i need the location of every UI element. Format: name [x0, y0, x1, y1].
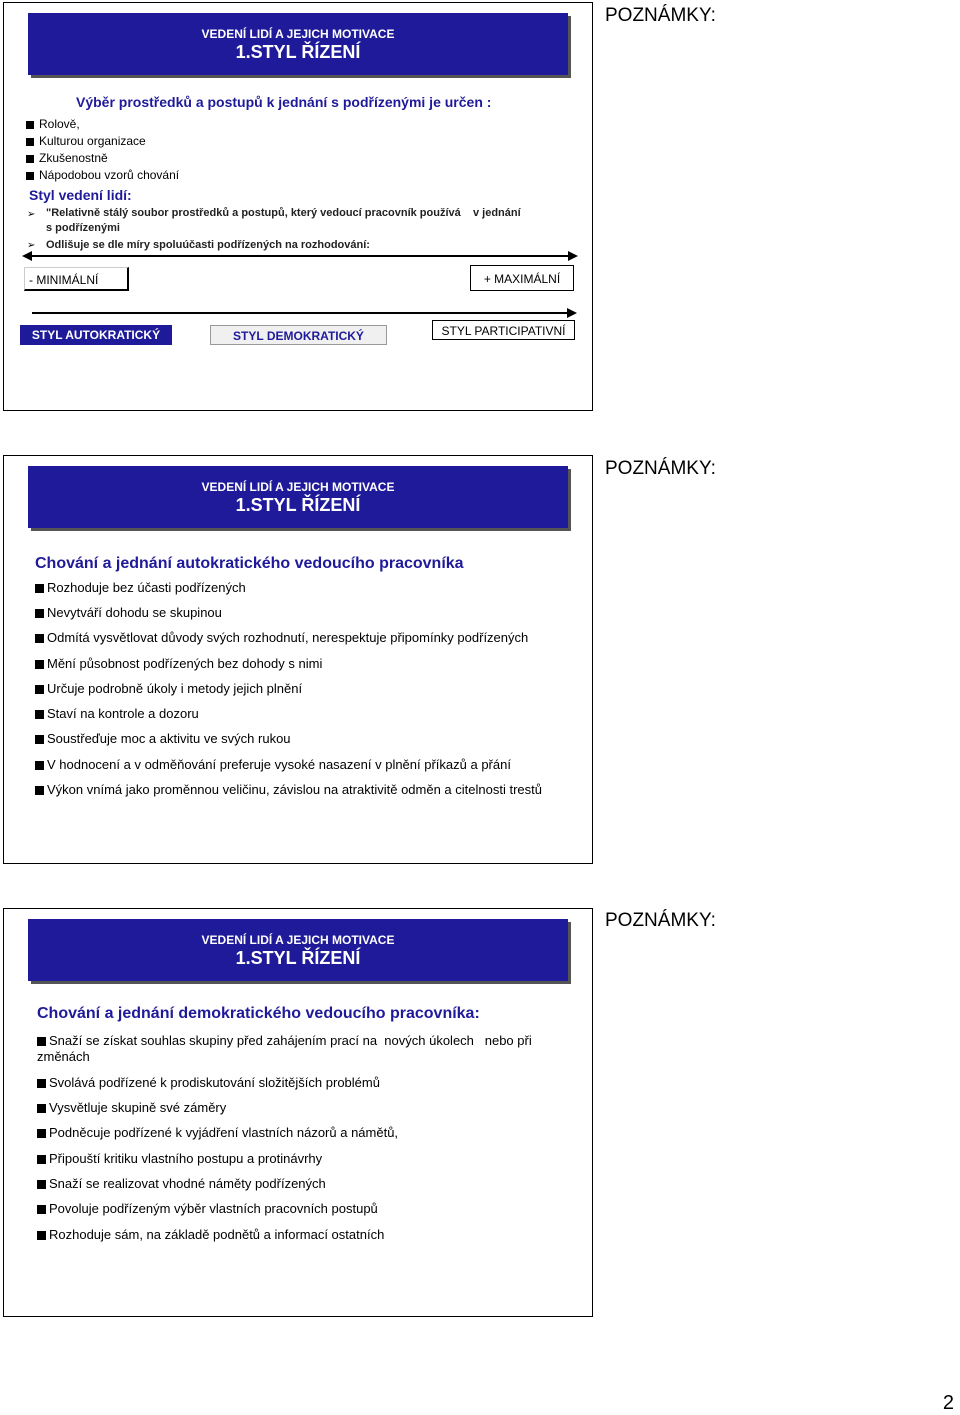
bullet-item: Rolově,	[26, 117, 80, 131]
style-arrow	[32, 307, 577, 319]
square-bullet-icon	[37, 1180, 46, 1189]
slide-2-banner	[28, 466, 568, 528]
list-item: Povoluje podřízeným výběr vlastních pracovních postupů	[37, 1201, 378, 1216]
square-bullet-icon	[35, 584, 44, 593]
quote-line-1: "Relativně stálý soubor prostředků a postupů, který vedoucí pracovník používá v jednání	[46, 207, 521, 219]
square-bullet-icon	[37, 1079, 46, 1088]
slide-3	[3, 908, 593, 1317]
square-bullet-icon	[37, 1037, 46, 1046]
square-bullet-icon	[35, 660, 44, 669]
minimal-label: - MINIMÁLNÍ	[24, 267, 129, 291]
list-item: Staví na kontrole a dozoru	[35, 706, 199, 721]
list-item: Podněcuje podřízené k vyjádření vlastních názorů a námětů,	[37, 1125, 398, 1140]
distinguish-text: Odlišuje se dle míry spoluúčasti podřízených na rozhodování:	[46, 239, 370, 251]
square-bullet-icon	[26, 155, 34, 163]
slide-2	[3, 455, 593, 864]
slide-3-banner	[28, 919, 568, 981]
square-bullet-icon	[37, 1231, 46, 1240]
square-bullet-icon	[37, 1205, 46, 1214]
list-item: Snaží se získat souhlas skupiny před zahájením prací na nových úkolech nebo při	[37, 1033, 532, 1048]
square-bullet-icon	[35, 685, 44, 694]
banner-title: VEDENÍ LIDÍ A JEJICH MOTIVACE	[201, 27, 395, 41]
list-item: Rozhoduje bez účasti podřízených	[35, 580, 246, 595]
notes-label: POZNÁMKY:	[605, 910, 716, 931]
style-participative: STYL PARTICIPATIVNÍ	[432, 320, 575, 340]
list-item-continuation: změnách	[37, 1049, 90, 1064]
square-bullet-icon	[26, 121, 34, 129]
list-item: Výkon vnímá jako proměnnou veličinu, závislou na atraktivitě odměn a citelnosti trestů	[35, 782, 542, 797]
list-item: Mění působnost podřízených bez dohody s nimi	[35, 656, 322, 671]
style-autocratic: STYL AUTOKRATICKÝ	[20, 325, 172, 345]
banner-subtitle: 1.STYL ŘÍZENÍ	[235, 495, 361, 515]
list-item: Rozhoduje sám, na základě podnětů a informací ostatních	[37, 1227, 384, 1242]
arrow-bullet-icon: ➢	[27, 240, 36, 251]
square-bullet-icon	[35, 634, 44, 643]
square-bullet-icon	[37, 1129, 46, 1138]
bullet-item: Zkušenostně	[26, 151, 108, 165]
square-bullet-icon	[26, 172, 34, 180]
slide-1	[3, 2, 593, 411]
page-number: 2	[942, 1392, 954, 1414]
style-subheading: Styl vedení lidí:	[29, 187, 132, 203]
list-item: Odmítá vysvětlovat důvody svých rozhodnutí, nerespektuje připomínky podřízených	[35, 630, 528, 645]
list-item: Nevytváří dohodu se skupinou	[35, 605, 222, 620]
list-item: Snaží se realizovat vhodné náměty podřízených	[37, 1176, 326, 1191]
square-bullet-icon	[35, 761, 44, 770]
quote-line-2: s podřízenými	[46, 222, 120, 234]
notes-label: POZNÁMKY:	[605, 5, 716, 26]
style-democratic: STYL DEMOKRATICKÝ	[210, 325, 387, 345]
square-bullet-icon	[35, 710, 44, 719]
notes-label: POZNÁMKY:	[605, 458, 716, 479]
list-item: Svolává podřízené k prodiskutování složitějších problémů	[37, 1075, 380, 1090]
bullet-item: Nápodobou vzorů chování	[26, 168, 179, 182]
square-bullet-icon	[37, 1104, 46, 1113]
banner-title: VEDENÍ LIDÍ A JEJICH MOTIVACE	[201, 480, 395, 494]
list-item: Připouští kritiku vlastního postupu a protinávrhy	[37, 1151, 322, 1166]
square-bullet-icon	[26, 138, 34, 146]
banner-subtitle: 1.STYL ŘÍZENÍ	[235, 42, 361, 62]
slide-2-heading: Chování a jednání autokratického vedoucího pracovníka	[35, 555, 464, 572]
square-bullet-icon	[37, 1155, 46, 1164]
square-bullet-icon	[35, 609, 44, 618]
list-item: V hodnocení a v odměňování preferuje vysoké nasazení v plnění příkazů a přání	[35, 757, 511, 772]
banner-subtitle: 1.STYL ŘÍZENÍ	[235, 948, 361, 968]
scale-arrow	[22, 249, 578, 263]
arrow-bullet-icon: ➢	[27, 209, 36, 220]
list-item: Vysvětluje skupině své záměry	[37, 1100, 226, 1115]
slide-1-heading: Výběr prostředků a postupů k jednání s podřízenými je určen :	[76, 94, 492, 110]
slide-1-banner	[28, 13, 568, 75]
list-item: Určuje podrobně úkoly i metody jejich plnění	[35, 681, 302, 696]
square-bullet-icon	[35, 735, 44, 744]
square-bullet-icon	[35, 786, 44, 795]
bullet-item: Kulturou organizace	[26, 134, 146, 148]
slide-3-heading: Chování a jednání demokratického vedoucího pracovníka:	[37, 1005, 480, 1022]
banner-title: VEDENÍ LIDÍ A JEJICH MOTIVACE	[201, 933, 395, 947]
maximal-label: + MAXIMÁLNÍ	[470, 265, 574, 291]
list-item: Soustřeďuje moc a aktivitu ve svých rukou	[35, 731, 291, 746]
